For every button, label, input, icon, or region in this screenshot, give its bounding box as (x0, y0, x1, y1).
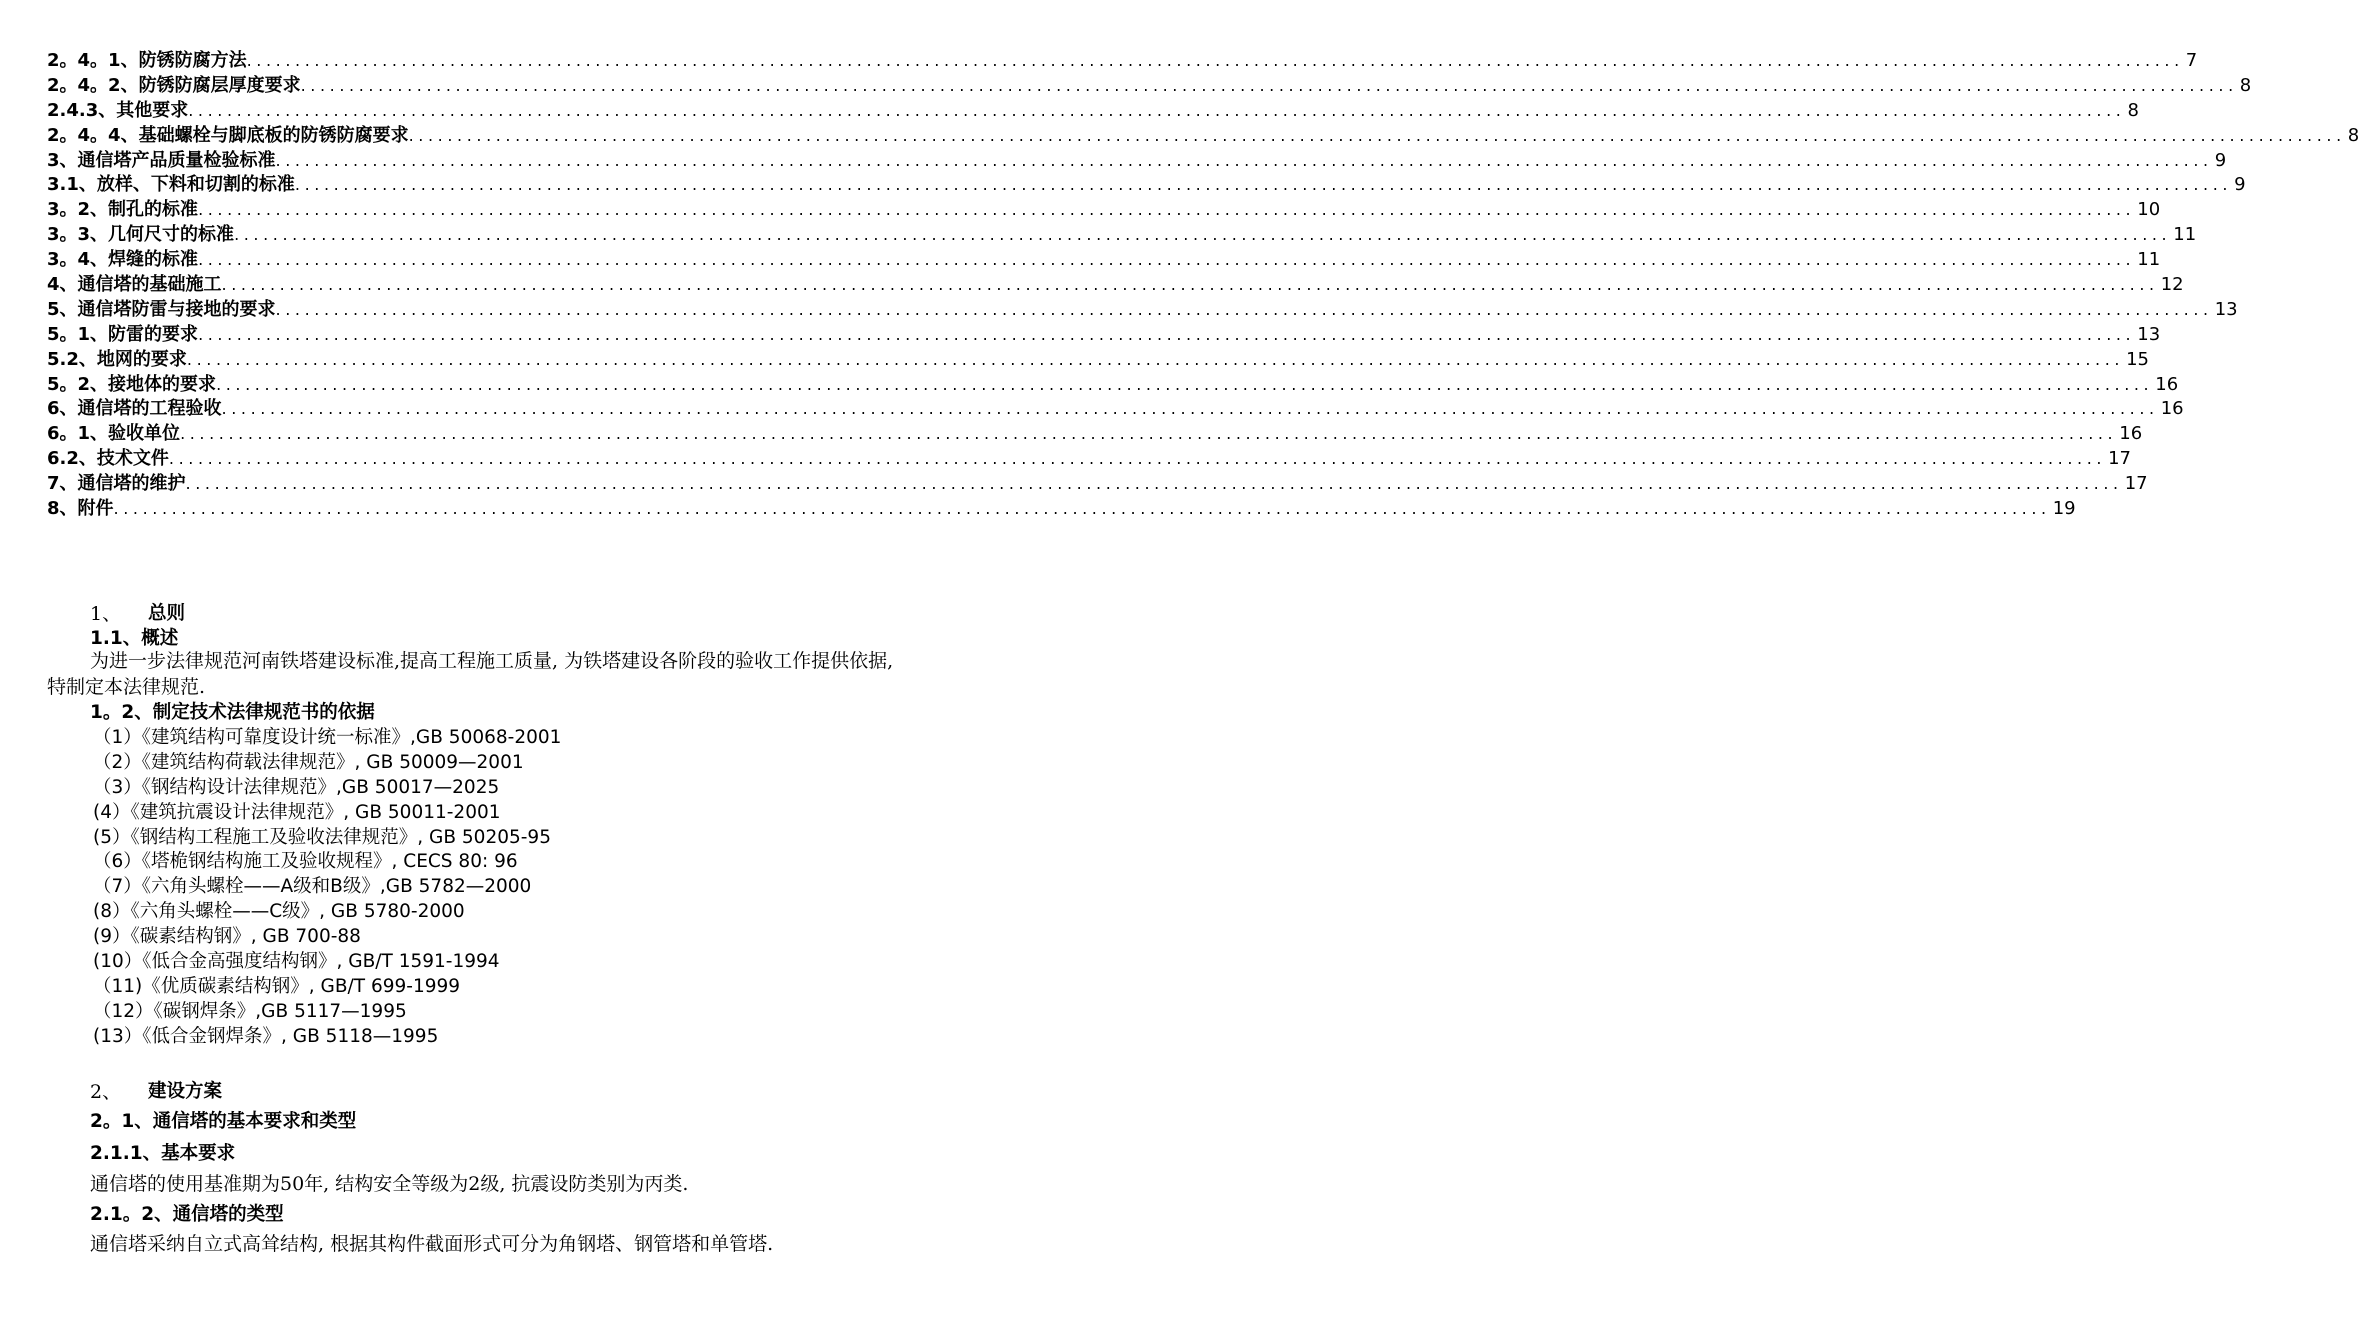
reference-item: （3）《钢结构设计法律规范》,GB 50017—2025 (93, 777, 500, 798)
toc-entry-page: 8 (2347, 124, 2359, 146)
toc-entry-title: 8、附件 (47, 498, 114, 520)
toc-entry-page: 9 (2214, 149, 2227, 171)
toc-entry-page: 7 (2185, 49, 2198, 71)
toc-entry-page: 16 (2160, 398, 2184, 420)
section-2-title: 建设方案 (148, 1081, 223, 1102)
toc-entry[interactable] (47, 323, 2161, 348)
toc-dot-leader: ........................................................................................................................................................................................................ (294, 175, 2233, 195)
reference-item: (10）《低合金高强度结构钢》, GB/T 1591-1994 (93, 951, 500, 972)
toc-entry-title: 3、通信塔产品质量检验标准 (47, 149, 276, 171)
toc-entry-title: 2。4。2、防锈防腐层厚度要求 (47, 74, 301, 96)
toc-entry-title: 3。4、焊缝的标准 (47, 249, 199, 271)
toc-entry-page: 8 (2127, 99, 2139, 121)
toc-entry-page: 15 (2126, 348, 2149, 370)
toc-entry-title: 6、通信塔的工程验收 (47, 398, 222, 420)
toc-entry[interactable] (47, 373, 2179, 398)
toc-entry-page: 13 (2137, 323, 2161, 345)
toc-dot-leader: ........................................................................................................................................................................................................ (246, 50, 2184, 70)
reference-item: (5）《钢结构工程施工及验收法律规范》, GB 50205-95 (93, 827, 551, 848)
toc-dot-leader: ........................................................................................................................................................................................................ (186, 349, 2125, 369)
toc-entry-page: 11 (2137, 249, 2161, 271)
toc-entry-page: 8 (2239, 74, 2252, 96)
toc-entry[interactable] (47, 99, 2139, 124)
section-2-1-2-paragraph: 通信塔采纳自立式高耸结构, 根据其构件截面形式可分为角钢塔、钢管塔和单管塔. (90, 1233, 774, 1255)
toc-dot-leader: ........................................................................................................................................................................................................ (198, 250, 2136, 270)
toc-entry[interactable] (47, 248, 2161, 273)
section-2-1-2-title: 2.1。2、通信塔的类型 (90, 1204, 284, 1225)
reference-item: (8）《六角头螺栓——C级》, GB 5780-2000 (93, 901, 465, 922)
section-1-1-paragraph: 为进一步法律规范河南铁塔建设标准,提高工程施工质量, 为铁塔建设各阶段的验收工作提供依据, 特制定本法律规范. (47, 650, 894, 698)
toc-entry-title: 2。4。4、基础螺栓与脚底板的防锈防腐要求 (47, 124, 409, 146)
toc-entry[interactable] (47, 497, 2076, 522)
toc-entry-page: 19 (2052, 498, 2076, 520)
table-of-contents (47, 49, 2359, 522)
toc-entry[interactable] (47, 472, 2148, 497)
toc-dot-leader: ........................................................................................................................................................................................................ (221, 399, 2159, 419)
toc-entry[interactable] (47, 447, 2131, 472)
toc-entry[interactable] (47, 173, 2246, 198)
toc-entry-title: 5。1、防雷的要求 (47, 323, 199, 345)
toc-dot-leader: ........................................................................................................................................................................................................ (168, 449, 2107, 469)
toc-entry-page: 10 (2137, 199, 2161, 221)
toc-entry[interactable] (47, 198, 2161, 223)
reference-item: （7）《六角头螺栓——A级和B级》,GB 5782—2000 (93, 876, 532, 897)
toc-entry-page: 13 (2214, 298, 2238, 320)
toc-dot-leader: ........................................................................................................................................................................................................ (113, 499, 2051, 519)
reference-item: （6）《塔桅钢结构施工及验收规程》, CECS 80: 96 (93, 851, 518, 872)
toc-entry[interactable] (47, 298, 2238, 323)
toc-entry-title: 3.1、放样、下料和切割的标准 (47, 174, 295, 196)
toc-entry-page: 17 (2108, 448, 2131, 470)
toc-entry-title: 3。3、几何尺寸的标准 (47, 224, 235, 246)
section-1-1-title: 1.1、概述 (90, 628, 179, 649)
toc-dot-leader: ........................................................................................................................................................................................................ (275, 299, 2213, 319)
reference-item: （2）《建筑结构荷载法律规范》, GB 50009—2001 (93, 752, 524, 773)
toc-entry-page: 17 (2124, 473, 2148, 495)
toc-entry[interactable] (47, 348, 2149, 373)
toc-entry-page: 9 (2234, 174, 2246, 196)
toc-dot-leader: ........................................................................................................................................................................................................ (221, 275, 2159, 294)
section-1-title: 总则 (148, 603, 186, 624)
reference-item: （11)《优质碳素结构钢》, GB/T 699-1999 (93, 976, 461, 997)
toc-entry[interactable] (47, 124, 2359, 149)
toc-dot-leader: ........................................................................................................................................................................................................ (198, 200, 2136, 220)
toc-dot-leader: ........................................................................................................................................................................................................ (408, 125, 2346, 145)
toc-dot-leader: ........................................................................................................................................................................................................ (185, 474, 2123, 494)
toc-entry-title: 5、通信塔防雷与接地的要求 (47, 298, 276, 320)
toc-entry-title: 3。2、制孔的标准 (47, 199, 199, 221)
toc-entry-title: 2.4.3、其他要求 (47, 99, 189, 121)
toc-entry[interactable] (47, 49, 2198, 74)
toc-entry-page: 16 (2119, 423, 2143, 445)
reference-item: （12）《碳钢焊条》,GB 5117—1995 (93, 1001, 407, 1022)
toc-dot-leader: ........................................................................................................................................................................................................ (180, 424, 2118, 444)
toc-entry-title: 2。4。1、防锈防腐方法 (47, 49, 247, 71)
toc-entry[interactable] (47, 223, 2197, 248)
toc-entry-title: 6.2、技术文件 (47, 448, 169, 470)
reference-item: (13）《低合金钢焊条》, GB 5118—1995 (93, 1026, 439, 1047)
toc-entry-title: 4、通信塔的基础施工 (47, 274, 222, 295)
toc-dot-leader: ........................................................................................................................................................................................................ (198, 324, 2136, 344)
section-2-1-1-paragraph: 通信塔的使用基准期为50年, 结构安全等级为2级, 抗震设防类别为丙类. (90, 1173, 689, 1195)
reference-item: (9）《碳素结构钢》, GB 700-88 (93, 926, 361, 947)
toc-entry-title: 5.2、地网的要求 (47, 348, 187, 370)
toc-entry-page: 11 (2173, 224, 2197, 246)
toc-entry[interactable] (47, 74, 2252, 99)
section-2-1-title: 2。1、通信塔的基本要求和类型 (90, 1111, 357, 1132)
toc-entry-title: 5。2、接地体的要求 (47, 373, 217, 395)
toc-entry-title: 6。1、验收单位 (47, 423, 181, 445)
section-1-number: 1、 (90, 603, 122, 625)
toc-entry-title: 7、通信塔的维护 (47, 473, 186, 495)
toc-dot-leader: ........................................................................................................................................................................................................ (275, 150, 2213, 170)
section-1-2-title: 1。2、制定技术法律规范书的依据 (90, 702, 375, 723)
reference-item: (4）《建筑抗震设计法律规范》, GB 50011-2001 (93, 802, 501, 823)
toc-dot-leader: ........................................................................................................................................................................................................ (188, 100, 2126, 120)
toc-dot-leader: ........................................................................................................................................................................................................ (216, 374, 2154, 394)
section-2-1-1-title: 2.1.1、基本要求 (90, 1143, 236, 1164)
toc-entry-page: 16 (2155, 373, 2179, 395)
toc-dot-leader: ........................................................................................................................................................................................................ (234, 225, 2172, 245)
toc-entry[interactable] (47, 273, 2184, 298)
toc-entry[interactable] (47, 149, 2227, 174)
toc-entry[interactable] (47, 397, 2184, 422)
toc-entry-page: 12 (2160, 274, 2184, 295)
section-2-number: 2、 (90, 1081, 122, 1103)
reference-item: （1）《建筑结构可靠度设计统一标准》,GB 50068-2001 (93, 727, 562, 748)
toc-dot-leader: ........................................................................................................................................................................................................ (300, 75, 2238, 95)
toc-entry[interactable] (47, 422, 2143, 447)
